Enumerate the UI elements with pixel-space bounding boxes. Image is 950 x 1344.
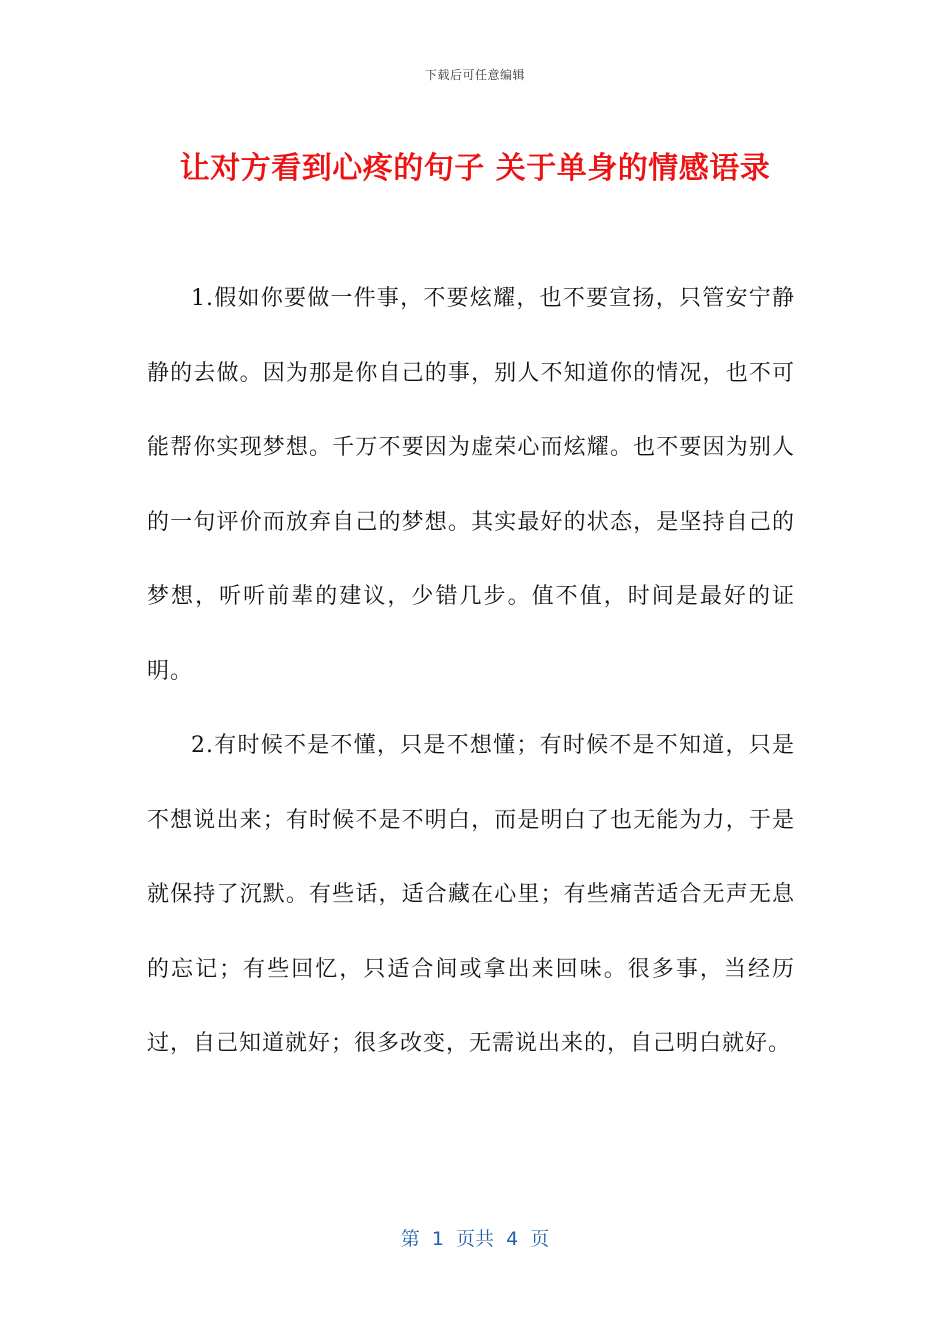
paragraph-1: 1.假如你要做一件事，不要炫耀，也不要宣扬，只管安宁静静的去做。因为那是你自己的事，别人不知道你的情况，也不可能帮你实现梦想。千万不要因为虚荣心而炫耀。也不要因为别人的一句评价而放弃自己的梦想。其实最好的状态，是坚持自己的梦想，听听前辈的建议，少错几步。值不值，时间是最好的证明。 (147, 286, 795, 684)
document-title: 让对方看到心疼的句子 关于单身的情感语录 (179, 151, 771, 186)
paragraph-2: 2.有时候不是不懂，只是不想懂；有时候不是不知道，只是不想说出来；有时候不是不明白，而是明白了也无能为力，于是就保持了沉默。有些话，适合藏在心里；有些痛苦适合无声无息的忘记；有些回忆，只适合间或拿出来回味。很多事，当经历过，自己知道就好；很多改变，无需说出来的，自己明白就好。 (147, 733, 795, 1056)
document-body (147, 262, 795, 1082)
header-note: 下载后可任意编辑 (424, 68, 525, 82)
page-number-footer: 第 1 页共 4 页 (400, 1228, 550, 1250)
